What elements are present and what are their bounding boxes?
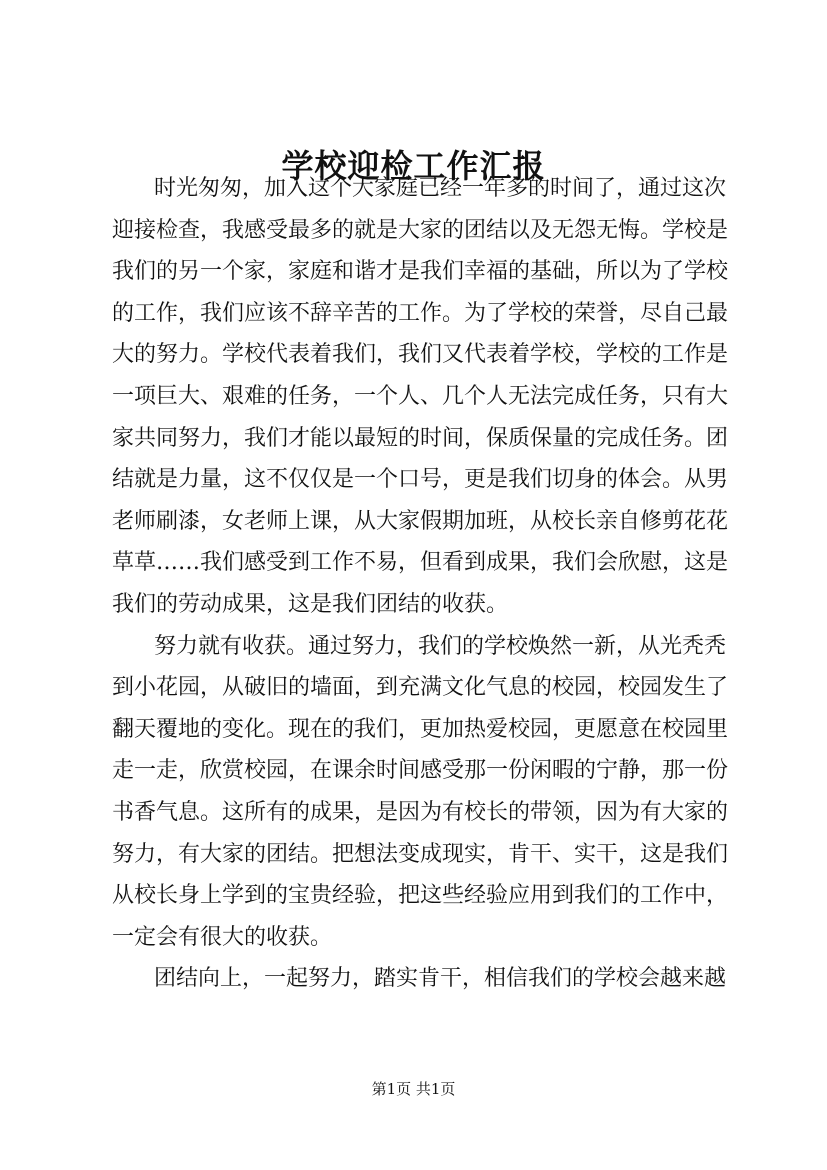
page-number-footer: 第1页 共1页	[371, 1080, 456, 1098]
document-body	[112, 168, 729, 1000]
paragraph-1-line-6: 一项巨大、艰难的任务，一个人、几个人无法完成任务，只有大	[112, 383, 729, 409]
paragraph-1-line-1: 时光匆匆，加入这个大家庭已经一年多的时间了，通过这次	[154, 176, 727, 201]
paragraph-2-line-3: 翻天覆地的变化。现在的我们，更加热爱校园，更愿意在校园里	[112, 716, 729, 742]
paragraph-1-line-7: 家共同努力，我们才能以最短的时间，保质保量的完成任务。团	[112, 425, 729, 451]
paragraph-1-line-11: 我们的劳动成果，这是我们团结的收获。	[112, 591, 509, 617]
paragraph-1-line-3: 我们的另一个家，家庭和谐才是我们幸福的基础，所以为了学校	[112, 259, 729, 285]
paragraph-2-line-5: 书香气息。这所有的成果，是因为有校长的带领，因为有大家的	[112, 799, 729, 825]
paragraph-2-line-7: 从校长身上学到的宝贵经验，把这些经验应用到我们的工作中，	[112, 883, 729, 909]
paragraph-3-line-1: 团结向上，一起努力，踏实肯干，相信我们的学校会越来越	[154, 966, 727, 992]
paragraph-1-line-5: 大的努力。学校代表着我们，我们又代表着学校，学校的工作是	[112, 342, 729, 368]
paragraph-1-line-9: 老师刷漆，女老师上课，从大家假期加班，从校长亲自修剪花花	[112, 508, 729, 534]
document-title: 学校迎检工作汇报	[281, 147, 546, 185]
paragraph-2-line-1: 努力就有收获。通过努力，我们的学校焕然一新，从光秃秃	[154, 633, 727, 659]
paragraph-2-line-8: 一定会有很大的收获。	[112, 924, 333, 950]
paragraph-1-line-8: 结就是力量，这不仅仅是一个口号，更是我们切身的体会。从男	[112, 467, 729, 493]
paragraph-1-line-2: 迎接检查，我感受最多的就是大家的团结以及无怨无悔。学校是	[112, 217, 729, 243]
paragraph-1-line-4: 的工作，我们应该不辞辛苦的工作。为了学校的荣誉，尽自己最	[112, 300, 729, 326]
paragraph-2-line-4: 走一走，欣赏校园，在课余时间感受那一份闲暇的宁静，那一份	[112, 758, 729, 784]
paragraph-2-line-2: 到小花园，从破旧的墙面，到充满文化气息的校园，校园发生了	[112, 675, 729, 701]
paragraph-1-line-10: 草草……我们感受到工作不易，但看到成果，我们会欣慰，这是	[112, 550, 729, 576]
paragraph-2-line-6: 努力，有大家的团结。把想法变成现实，肯干、实干，这是我们	[112, 841, 729, 867]
